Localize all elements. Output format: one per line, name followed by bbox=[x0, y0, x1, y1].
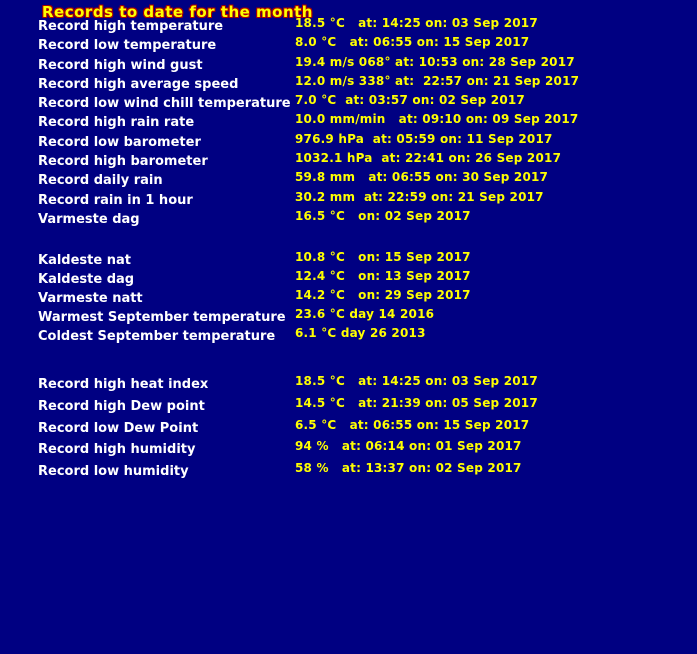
record-value: 8.0 °C at: 06:55 on: 15 Sep 2017 bbox=[295, 35, 530, 50]
record-value: 14.2 °C on: 29 Sep 2017 bbox=[295, 288, 471, 302]
record-label: Kaldeste nat bbox=[38, 253, 131, 268]
record-value: 18.5 °C at: 14:25 on: 03 Sep 2017 bbox=[295, 16, 538, 30]
record-value: 19.4 m/s 068° at: 10:53 on: 28 Sep 2017 bbox=[295, 54, 575, 69]
record-value: 30.2 mm at: 22:59 on: 21 Sep 2017 bbox=[295, 189, 544, 204]
records-section-humidity bbox=[0, 374, 697, 486]
record-label: Kaldeste dag bbox=[38, 272, 135, 287]
record-value: 976.9 hPa at: 05:59 on: 11 Sep 2017 bbox=[295, 131, 553, 146]
record-label: Record high Dew point bbox=[38, 398, 205, 414]
record-label: Record high average speed bbox=[38, 76, 239, 92]
record-value: 23.6 °C day 14 2016 bbox=[295, 307, 435, 321]
record-label: Record low temperature bbox=[38, 38, 217, 54]
record-value: 12.4 °C on: 13 Sep 2017 bbox=[295, 269, 471, 283]
record-label: Record high heat index bbox=[38, 377, 209, 392]
record-label: Record low barometer bbox=[38, 134, 201, 150]
record-label: Warmest September temperature bbox=[38, 310, 286, 325]
record-value: 6.5 °C at: 06:55 on: 15 Sep 2017 bbox=[295, 417, 530, 432]
record-label: Record rain in 1 hour bbox=[38, 192, 193, 208]
record-value: 10.8 °C on: 15 Sep 2017 bbox=[295, 250, 471, 264]
record-label: Record daily rain bbox=[38, 173, 163, 189]
record-value: 16.5 °C on: 02 Sep 2017 bbox=[295, 208, 471, 223]
record-label: Record high humidity bbox=[38, 442, 196, 458]
records-section-seasonal bbox=[0, 250, 697, 348]
record-value: 6.1 °C day 26 2013 bbox=[295, 326, 426, 340]
record-value: 18.5 °C at: 14:25 on: 03 Sep 2017 bbox=[295, 374, 538, 388]
record-row bbox=[0, 326, 697, 348]
record-label: Coldest September temperature bbox=[38, 329, 276, 344]
record-label: Record low Dew Point bbox=[38, 420, 199, 436]
record-label: Record high barometer bbox=[38, 154, 208, 170]
record-label: Record high temperature bbox=[38, 19, 224, 34]
record-value: 12.0 m/s 338° at: 22:57 on: 21 Sep 2017 bbox=[295, 73, 580, 88]
record-label: Record low wind chill temperature bbox=[38, 96, 291, 112]
records-section-main bbox=[0, 16, 697, 231]
record-row bbox=[0, 461, 697, 486]
record-value: 59.8 mm at: 06:55 on: 30 Sep 2017 bbox=[295, 170, 549, 185]
page-title: Records to date for the month bbox=[42, 3, 313, 21]
record-row bbox=[0, 208, 697, 231]
record-value: 7.0 °C at: 03:57 on: 02 Sep 2017 bbox=[295, 93, 525, 108]
record-value: 58 % at: 13:37 on: 02 Sep 2017 bbox=[295, 461, 522, 475]
record-label: Varmeste natt bbox=[38, 291, 143, 306]
record-value: 1032.1 hPa at: 22:41 on: 26 Sep 2017 bbox=[295, 151, 562, 166]
record-label: Record high rain rate bbox=[38, 115, 195, 131]
record-label: Record high wind gust bbox=[38, 57, 203, 73]
record-label: Record low humidity bbox=[38, 464, 189, 479]
record-value: 14.5 °C at: 21:39 on: 05 Sep 2017 bbox=[295, 395, 538, 410]
record-value: 94 % at: 06:14 on: 01 Sep 2017 bbox=[295, 439, 522, 454]
record-value: 10.0 mm/min at: 09:10 on: 09 Sep 2017 bbox=[295, 112, 579, 127]
record-label: Varmeste dag bbox=[38, 211, 140, 227]
